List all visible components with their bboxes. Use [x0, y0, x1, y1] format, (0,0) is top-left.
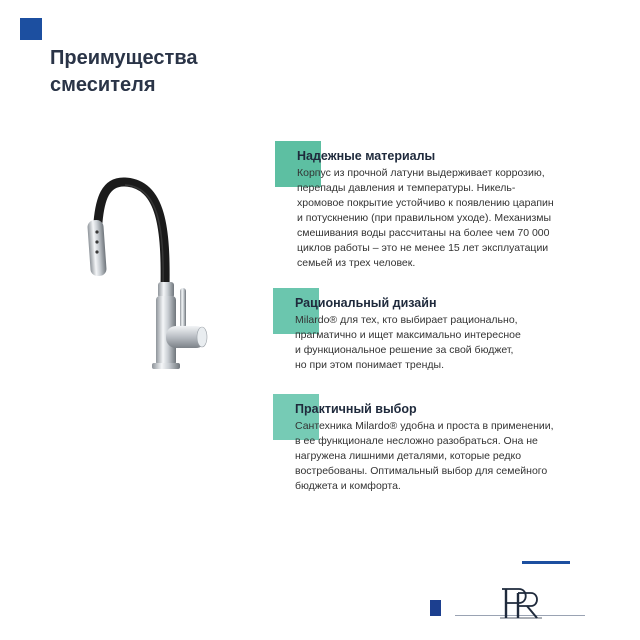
feature-text-line: и функциональное решение за свой бюджет, — [295, 344, 514, 356]
feature-text-line: в ее функционале несложно разобраться. Она не — [295, 435, 538, 447]
page-title — [50, 45, 310, 99]
feature-description — [295, 313, 615, 373]
feature-text-line: прагматично и ищет максимально интересное — [295, 329, 521, 341]
feature-text-line: перепады давления и температуры. Никель- — [297, 182, 516, 194]
feature-text-line: востребованы. Оптимальный выбор для семейного — [295, 465, 548, 477]
page-title-line-1: Преимущества — [50, 47, 198, 69]
feature-text-line: нагружена лишними деталями, которые редко — [295, 450, 522, 462]
feature-text-line: Сантехника Milardo® удобна и проста в применении, — [295, 420, 554, 432]
feature-text-line: и потускнению (при правильном уходе). Механизмы — [297, 212, 552, 224]
pr-monogram-logo-icon — [497, 585, 545, 623]
feature-text-line: смешивания воды рассчитаны на более чем 70 000 — [297, 227, 550, 239]
feature-text-line: но при этом понимает тренды. — [295, 359, 444, 371]
feature-text-line: циклов работы – это не менее 15 лет эксплуатации — [297, 242, 549, 254]
faucet-image — [70, 170, 220, 390]
feature-title: Рациональный дизайн — [295, 296, 437, 310]
feature-text-line: бюджета и комфорта. — [295, 480, 401, 492]
feature-description — [297, 166, 617, 271]
corner-accent-square — [20, 18, 42, 40]
feature-description — [295, 419, 615, 494]
feature-text-line: семьей из трех человек. — [297, 257, 416, 269]
feature-title: Надежные материалы — [297, 149, 436, 163]
decorative-rule — [522, 561, 570, 564]
feature-text-line: Milardo® для тех, кто выбирает рационально, — [295, 314, 518, 326]
feature-title: Практичный выбор — [295, 402, 417, 416]
page-title-line-2: смесителя — [50, 74, 156, 96]
feature-text-line: Корпус из прочной латуни выдерживает коррозию, — [297, 167, 545, 179]
bottom-accent-square — [430, 600, 441, 616]
feature-text-line: хромовое покрытие устойчиво к появлению царапин — [297, 197, 554, 209]
